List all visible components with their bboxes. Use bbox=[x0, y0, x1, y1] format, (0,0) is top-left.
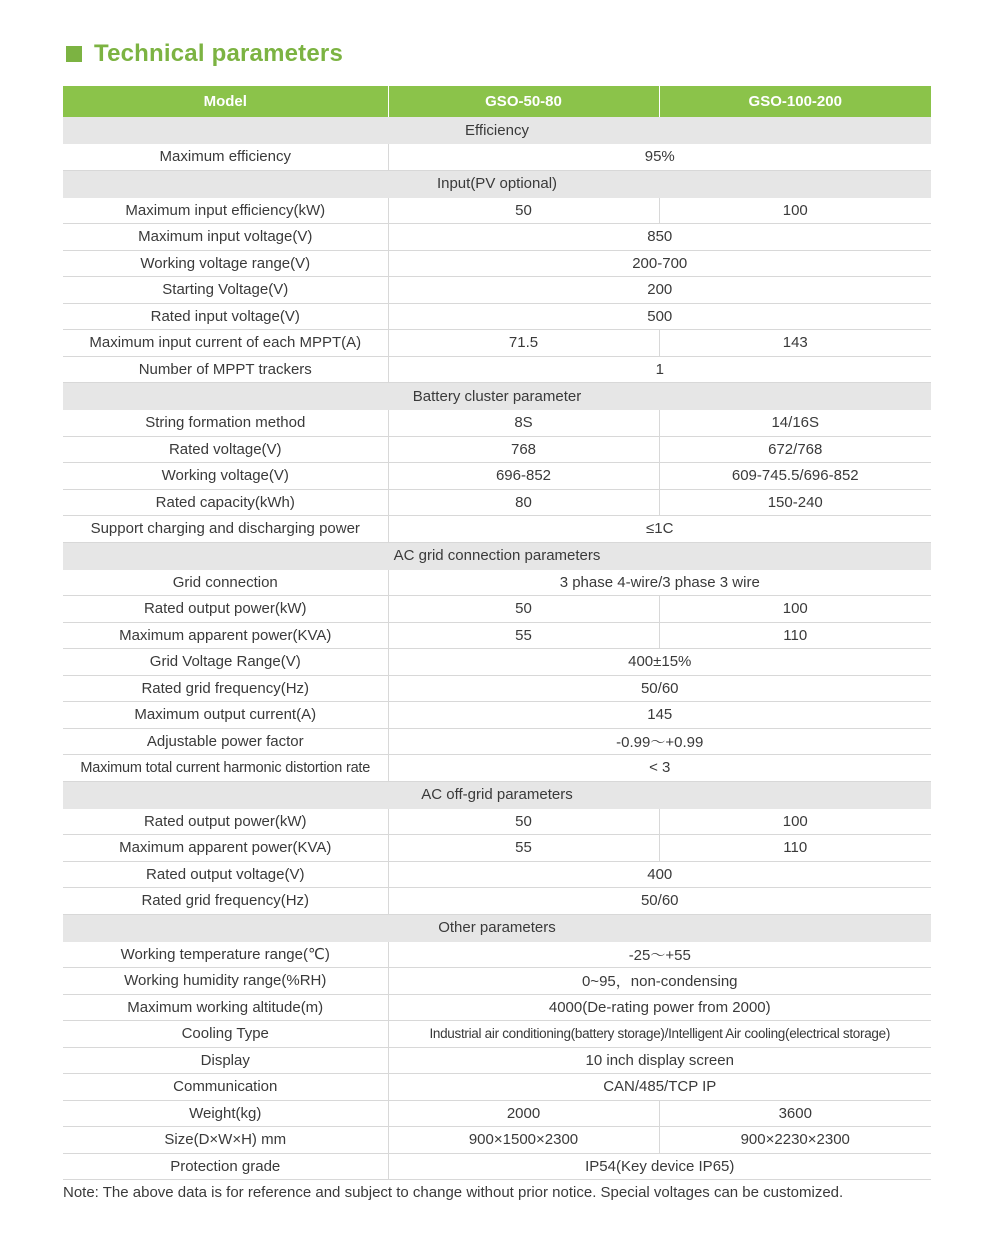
parameter-value-gso-50-80: 50 bbox=[388, 808, 659, 835]
table-row bbox=[63, 224, 931, 251]
technical-parameters-table bbox=[63, 86, 931, 1180]
parameter-value-shared: 4000(De-rating power from 2000) bbox=[388, 994, 931, 1021]
parameter-value-gso-50-80: 71.5 bbox=[388, 330, 659, 357]
table-row bbox=[63, 888, 931, 915]
parameter-label: Rated output power(kW) bbox=[63, 808, 388, 835]
parameter-label: Rated output power(kW) bbox=[63, 596, 388, 623]
table-row bbox=[63, 516, 931, 543]
table-row bbox=[63, 622, 931, 649]
parameter-label: Weight(kg) bbox=[63, 1100, 388, 1127]
table-row bbox=[63, 250, 931, 277]
table-row bbox=[63, 861, 931, 888]
parameter-label: Working voltage range(V) bbox=[63, 250, 388, 277]
table-row bbox=[63, 728, 931, 755]
parameter-value-shared: Industrial air conditioning(battery storage)/Intelligent Air cooling(electrical storage) bbox=[388, 1021, 931, 1048]
table-row bbox=[63, 356, 931, 383]
parameter-value-gso-50-80: 50 bbox=[388, 197, 659, 224]
parameter-value-gso-50-80: 55 bbox=[388, 622, 659, 649]
parameter-value-gso-50-80: 768 bbox=[388, 436, 659, 463]
table-row bbox=[63, 702, 931, 729]
table-row bbox=[63, 994, 931, 1021]
parameter-value-shared: 145 bbox=[388, 702, 931, 729]
title-square-icon bbox=[66, 46, 82, 62]
parameter-label: Rated grid frequency(Hz) bbox=[63, 888, 388, 915]
parameter-value-gso-100-200: 100 bbox=[659, 596, 931, 623]
parameter-value-shared: 400 bbox=[388, 861, 931, 888]
section-row bbox=[63, 170, 931, 197]
section-title: AC grid connection parameters bbox=[63, 542, 931, 569]
table-row bbox=[63, 968, 931, 995]
table-header-row bbox=[63, 86, 931, 117]
parameter-label: Size(D×W×H) mm bbox=[63, 1127, 388, 1154]
parameter-value-gso-100-200: 672/768 bbox=[659, 436, 931, 463]
parameter-value-gso-50-80: 8S bbox=[388, 410, 659, 437]
parameter-value-gso-100-200: 100 bbox=[659, 197, 931, 224]
section-row bbox=[63, 383, 931, 410]
table-body bbox=[63, 117, 931, 1180]
parameter-value-shared: 0~95，non-condensing bbox=[388, 968, 931, 995]
table-row bbox=[63, 463, 931, 490]
parameter-value-shared: 850 bbox=[388, 224, 931, 251]
parameter-value-gso-50-80: 80 bbox=[388, 489, 659, 516]
table-row bbox=[63, 808, 931, 835]
parameter-value-shared: 10 inch display screen bbox=[388, 1047, 931, 1074]
table-row bbox=[63, 489, 931, 516]
section-title: AC off-grid parameters bbox=[63, 781, 931, 808]
parameter-value-shared: -0.99～+0.99 bbox=[388, 728, 931, 755]
parameter-label: Rated capacity(kWh) bbox=[63, 489, 388, 516]
table-row bbox=[63, 649, 931, 676]
header-model: Model bbox=[63, 86, 388, 117]
table-row bbox=[63, 1100, 931, 1127]
parameter-value-gso-100-200: 110 bbox=[659, 622, 931, 649]
parameter-value-shared: < 3 bbox=[388, 755, 931, 782]
parameter-value-gso-100-200: 110 bbox=[659, 835, 931, 862]
parameter-value-shared: 1 bbox=[388, 356, 931, 383]
parameter-label: Number of MPPT trackers bbox=[63, 356, 388, 383]
page-title-text: Technical parameters bbox=[94, 40, 344, 67]
parameter-label: Working temperature range(℃) bbox=[63, 941, 388, 968]
table-row bbox=[63, 941, 931, 968]
parameter-value-shared: -25～+55 bbox=[388, 941, 931, 968]
parameter-label: Maximum total current harmonic distortion rate bbox=[63, 755, 388, 782]
parameter-label: Rated voltage(V) bbox=[63, 436, 388, 463]
parameter-value-gso-100-200: 14/16S bbox=[659, 410, 931, 437]
parameter-value-shared: 200-700 bbox=[388, 250, 931, 277]
table-row bbox=[63, 144, 931, 171]
parameter-label: Maximum apparent power(KVA) bbox=[63, 622, 388, 649]
parameter-value-gso-100-200: 100 bbox=[659, 808, 931, 835]
parameter-value-shared: IP54(Key device IP65) bbox=[388, 1153, 931, 1180]
parameter-value-gso-100-200: 900×2230×2300 bbox=[659, 1127, 931, 1154]
parameter-label: Starting Voltage(V) bbox=[63, 277, 388, 304]
parameter-label: Working humidity range(%RH) bbox=[63, 968, 388, 995]
parameter-value-gso-50-80: 900×1500×2300 bbox=[388, 1127, 659, 1154]
header-gso-100-200: GSO-100-200 bbox=[659, 86, 931, 117]
parameter-label: Working voltage(V) bbox=[63, 463, 388, 490]
table-row bbox=[63, 596, 931, 623]
table-row bbox=[63, 436, 931, 463]
table-row bbox=[63, 1153, 931, 1180]
parameter-label: Maximum efficiency bbox=[63, 144, 388, 171]
section-row bbox=[63, 542, 931, 569]
parameter-label: Grid connection bbox=[63, 569, 388, 596]
section-title: Other parameters bbox=[63, 914, 931, 941]
parameter-label: Rated input voltage(V) bbox=[63, 303, 388, 330]
parameter-value-gso-100-200: 609-745.5/696-852 bbox=[659, 463, 931, 490]
parameter-value-shared: ≤1C bbox=[388, 516, 931, 543]
section-row bbox=[63, 781, 931, 808]
table-row bbox=[63, 675, 931, 702]
parameter-label: Adjustable power factor bbox=[63, 728, 388, 755]
parameter-value-gso-100-200: 150-240 bbox=[659, 489, 931, 516]
parameter-label: Rated grid frequency(Hz) bbox=[63, 675, 388, 702]
parameter-value-shared: 500 bbox=[388, 303, 931, 330]
table-row bbox=[63, 1127, 931, 1154]
parameter-label: Grid Voltage Range(V) bbox=[63, 649, 388, 676]
parameter-label: Maximum working altitude(m) bbox=[63, 994, 388, 1021]
table-row bbox=[63, 1074, 931, 1101]
parameter-label: Communication bbox=[63, 1074, 388, 1101]
table-row bbox=[63, 303, 931, 330]
table-row bbox=[63, 755, 931, 782]
parameter-label: Cooling Type bbox=[63, 1021, 388, 1048]
parameter-label: Maximum input current of each MPPT(A) bbox=[63, 330, 388, 357]
parameter-value-shared: 50/60 bbox=[388, 888, 931, 915]
parameter-value-gso-100-200: 3600 bbox=[659, 1100, 931, 1127]
parameter-value-shared: 95% bbox=[388, 144, 931, 171]
parameter-value-shared: 200 bbox=[388, 277, 931, 304]
table-row bbox=[63, 1047, 931, 1074]
parameter-value-gso-50-80: 55 bbox=[388, 835, 659, 862]
table-row bbox=[63, 277, 931, 304]
parameter-value-shared: CAN/485/TCP IP bbox=[388, 1074, 931, 1101]
section-row bbox=[63, 914, 931, 941]
table-row bbox=[63, 1021, 931, 1048]
section-row bbox=[63, 117, 931, 144]
parameter-value-shared: 3 phase 4-wire/3 phase 3 wire bbox=[388, 569, 931, 596]
table-row bbox=[63, 569, 931, 596]
parameter-value-gso-50-80: 50 bbox=[388, 596, 659, 623]
section-title: Input(PV optional) bbox=[63, 170, 931, 197]
parameter-value-gso-50-80: 2000 bbox=[388, 1100, 659, 1127]
table-row bbox=[63, 835, 931, 862]
parameter-label: Maximum input efficiency(kW) bbox=[63, 197, 388, 224]
parameter-label: Rated output voltage(V) bbox=[63, 861, 388, 888]
parameter-label: Protection grade bbox=[63, 1153, 388, 1180]
parameter-label: Maximum output current(A) bbox=[63, 702, 388, 729]
table-row bbox=[63, 330, 931, 357]
table-row bbox=[63, 197, 931, 224]
parameter-label: Support charging and discharging power bbox=[63, 516, 388, 543]
section-title: Efficiency bbox=[63, 117, 931, 144]
parameter-label: Maximum input voltage(V) bbox=[63, 224, 388, 251]
parameter-label: Maximum apparent power(KVA) bbox=[63, 835, 388, 862]
page-title bbox=[66, 38, 343, 70]
parameter-value-shared: 50/60 bbox=[388, 675, 931, 702]
parameter-value-gso-100-200: 143 bbox=[659, 330, 931, 357]
parameter-label: Display bbox=[63, 1047, 388, 1074]
parameter-value-gso-50-80: 696-852 bbox=[388, 463, 659, 490]
parameter-value-shared: 400±15% bbox=[388, 649, 931, 676]
header-gso-50-80: GSO-50-80 bbox=[388, 86, 659, 117]
footnote: Note: The above data is for reference and subject to change without prior notice. Special voltages can be customized. bbox=[63, 1184, 844, 1201]
section-title: Battery cluster parameter bbox=[63, 383, 931, 410]
table-row bbox=[63, 410, 931, 437]
parameter-label: String formation method bbox=[63, 410, 388, 437]
